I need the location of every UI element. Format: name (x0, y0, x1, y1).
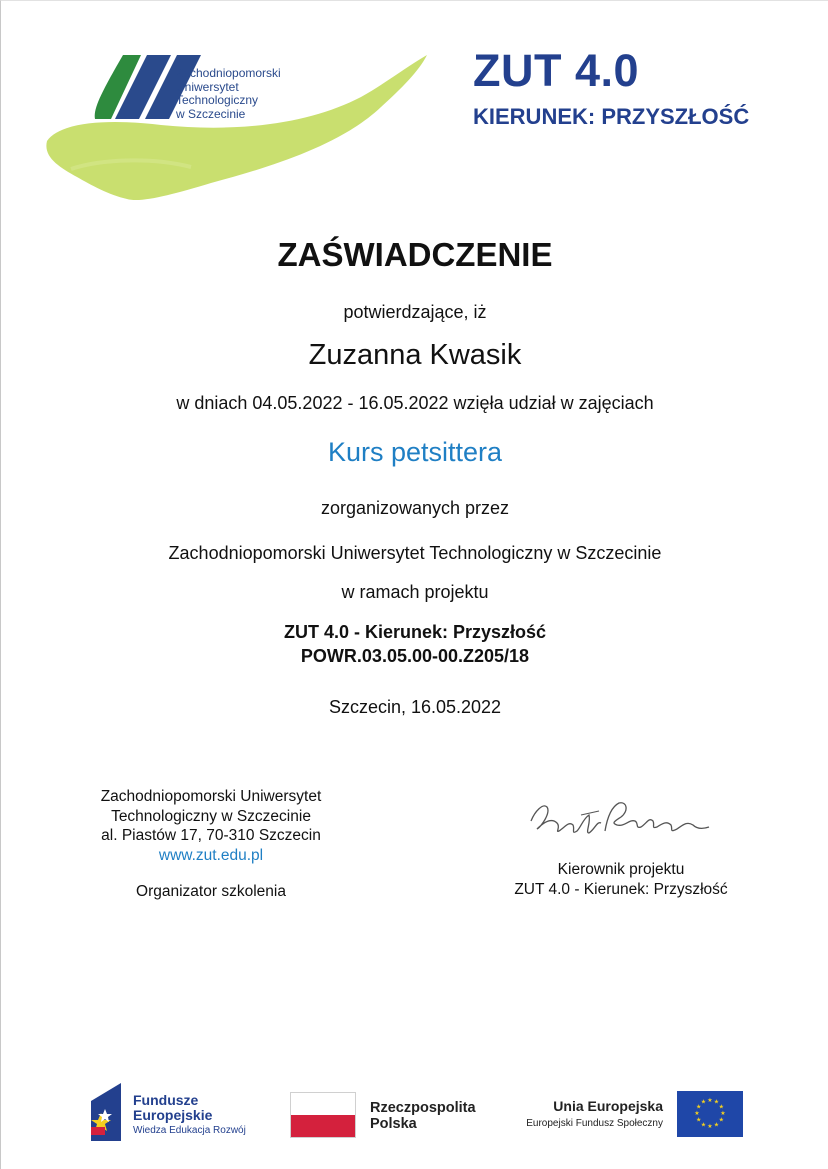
svg-text:★: ★ (718, 1103, 724, 1111)
fundusze-line-1: Fundusze (133, 1092, 199, 1108)
organizer-role: Organizator szkolenia (136, 883, 286, 900)
svg-text:★: ★ (694, 1110, 700, 1117)
organizer-line-1: Zachodniopomorski Uniwersytet (100, 788, 322, 805)
svg-text:★: ★ (713, 1098, 720, 1106)
unia-title: Unia Europejska (553, 1098, 663, 1114)
fundusze-text (133, 1093, 212, 1123)
project-code: POWR.03.05.00-00.Z205/18 (300, 646, 530, 666)
signatory-role-line-2: ZUT 4.0 - Kierunek: Przyszłość (514, 880, 728, 898)
fundusze-europejskie-star-icon (91, 1083, 125, 1141)
organizer-website-link[interactable]: www.zut.edu.pl (158, 846, 264, 864)
organizer-address: al. Piastów 17, 70-310 Szczecin (101, 827, 321, 844)
university-logo-text (176, 67, 281, 121)
fundusze-europejskie-logo (91, 1083, 271, 1143)
logo-line-2: Uniwersytet (176, 79, 239, 94)
signatory-role-line-1: Kierownik projektu (557, 861, 685, 878)
svg-text:★: ★ (700, 1121, 707, 1129)
rzeczpospolita-line-2: Polska (370, 1116, 417, 1132)
svg-text:★: ★ (700, 1098, 707, 1106)
course-name: Kurs petsittera (327, 437, 503, 467)
confirm-text: potwierdzające, iż (343, 302, 487, 322)
logo-line-4: w Szczecinie (176, 106, 246, 121)
project-subtitle: KIERUNEK: PRZYSZŁOŚĆ (473, 104, 750, 129)
organizer-address-block (61, 787, 361, 865)
organizer-line-2: Technologiczny w Szczecinie (111, 807, 311, 825)
rzeczpospolita-line-1: Rzeczpospolita (370, 1100, 476, 1116)
svg-text:★: ★ (718, 1116, 724, 1124)
logo-line-3: Technologiczny (176, 93, 259, 107)
unia-subtitle: Europejski Fundusz Społeczny (526, 1118, 663, 1129)
svg-text:★: ★ (720, 1110, 726, 1117)
polish-flag-icon (290, 1092, 356, 1138)
unia-europejska-logo (521, 1091, 743, 1139)
svg-text:★: ★ (707, 1097, 713, 1104)
place-date: Szczecin, 16.05.2022 (328, 697, 502, 717)
certificate-title: ZAŚWIADCZENIE (277, 236, 553, 273)
rzeczpospolita-polska-logo (290, 1092, 500, 1138)
organizer-name: Zachodniopomorski Uniwersytet Technologiczny w Szczecinie (168, 543, 662, 563)
project-name: ZUT 4.0 - Kierunek: Przyszłość (283, 622, 547, 642)
project-title: ZUT 4.0 (473, 45, 640, 96)
eu-flag-icon (677, 1091, 743, 1137)
signatory-role-block (491, 860, 751, 899)
handwritten-signature (521, 793, 721, 843)
svg-text:★: ★ (707, 1123, 713, 1130)
logo-line-1: Zachodniopomorski (176, 66, 281, 80)
recipient-name: Zuzanna Kwasik (308, 339, 522, 371)
fundusze-line-2: Europejskie (133, 1107, 213, 1123)
project-intro: w ramach projektu (341, 582, 489, 602)
svg-text:★: ★ (696, 1116, 702, 1124)
university-logo (41, 49, 431, 209)
fundusze-tagline: Wiedza Edukacja Rozwój (133, 1125, 246, 1136)
organized-by-text: zorganizowanych przez (320, 498, 510, 518)
svg-text:★: ★ (713, 1121, 720, 1129)
dates-text: w dniach 04.05.2022 - 16.05.2022 wzięła udział w zajęciach (176, 393, 654, 413)
svg-text:★: ★ (696, 1103, 702, 1111)
rzeczpospolita-text (370, 1100, 476, 1132)
